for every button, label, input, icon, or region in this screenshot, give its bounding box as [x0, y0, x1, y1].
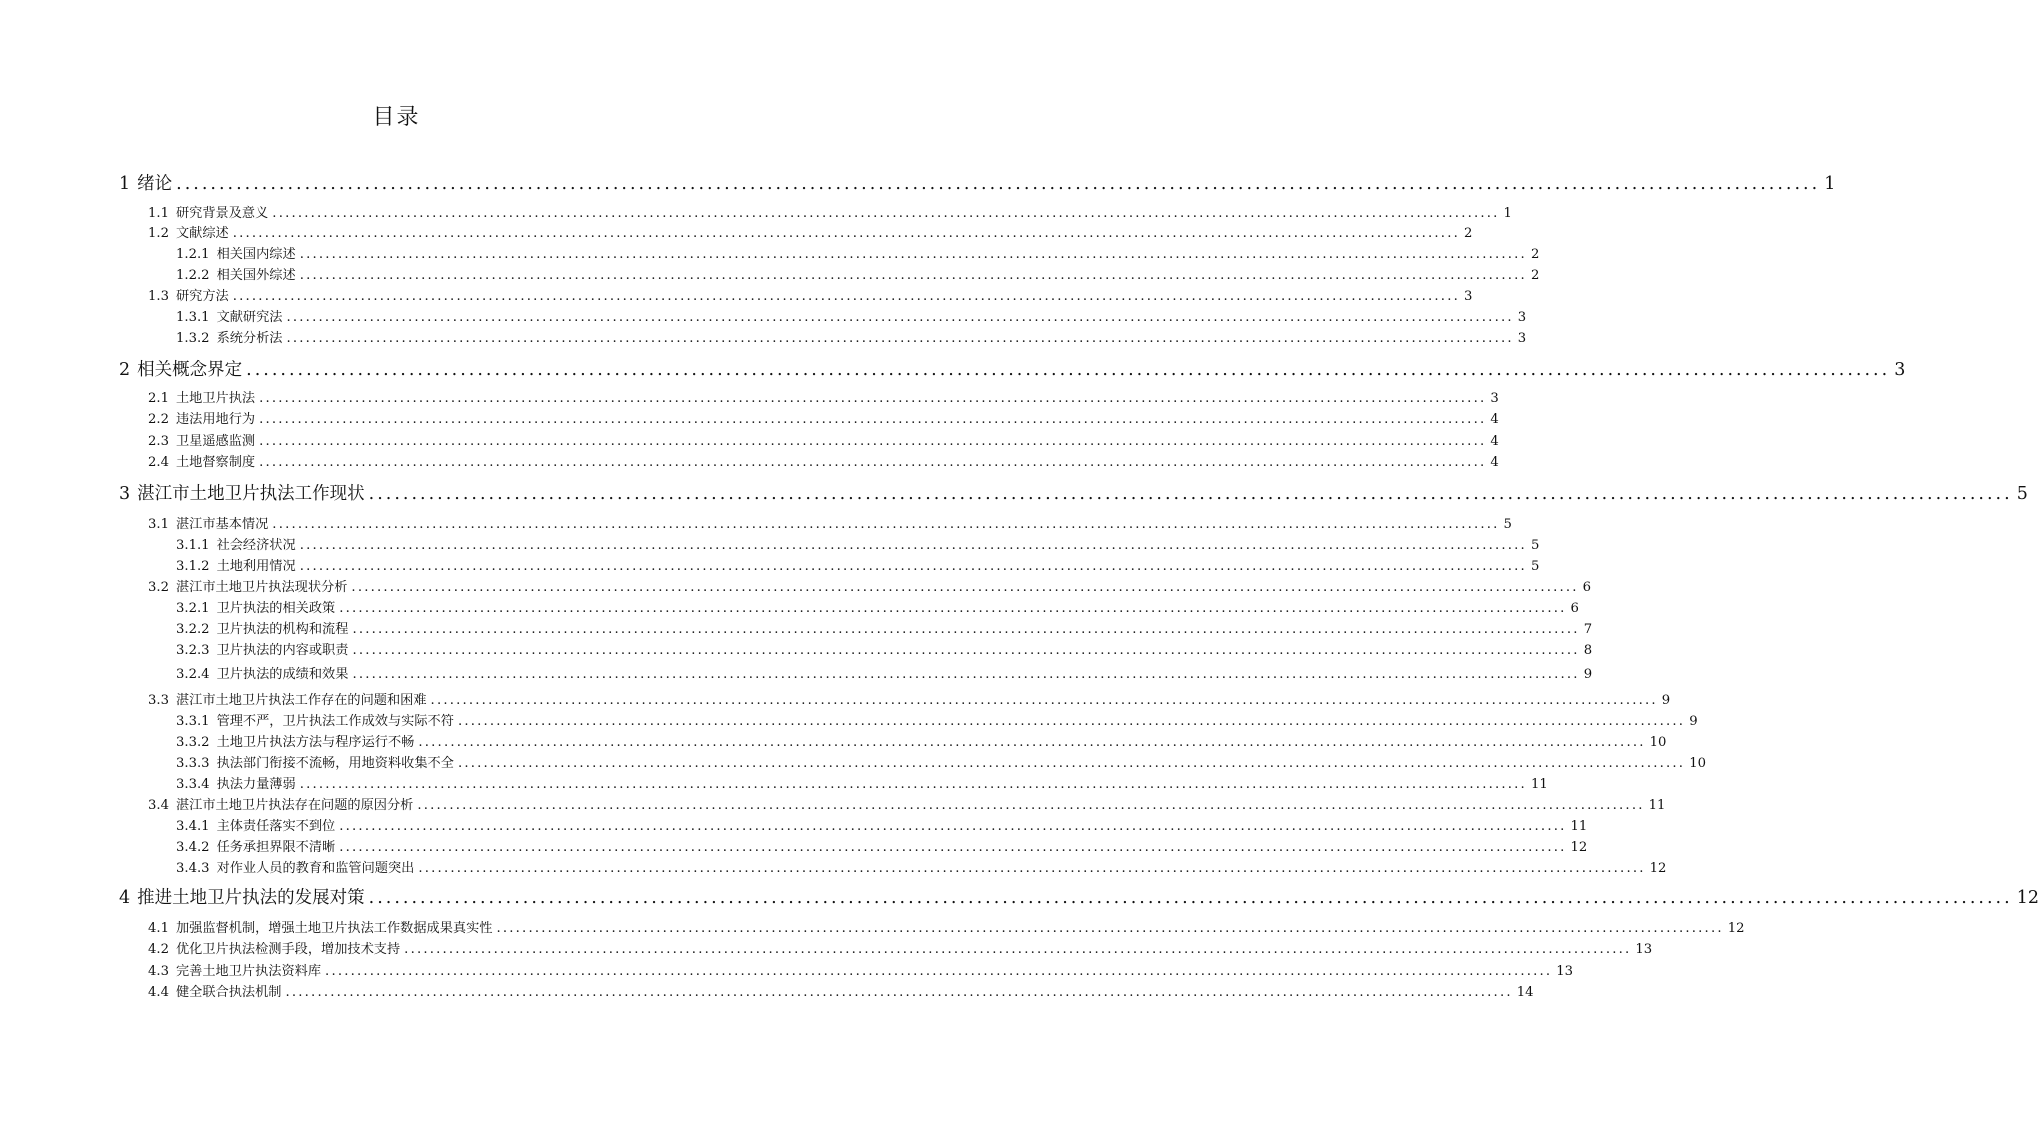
toc-entry-title: 研究方法 [175, 289, 229, 304]
toc-entry-title: 社会经济状况 [216, 538, 296, 553]
toc-entry-level-2[interactable] [148, 202, 1512, 221]
toc-dot-leader: ................................................................................................................................................................................................ [418, 861, 1646, 876]
toc-entry-number: 3.2.4 [176, 667, 210, 682]
toc-dot-leader: ................................................................................................................................................................................................ [352, 622, 1580, 637]
toc-page-number: 11 [1530, 777, 1548, 792]
toc-page-number: 6 [1582, 580, 1592, 595]
toc-entry-level-3[interactable] [176, 815, 1588, 834]
toc-entry-level-3[interactable] [176, 710, 1698, 729]
toc-entry-level-2[interactable] [148, 938, 1653, 957]
toc-entry-number: 4.2 [148, 942, 169, 957]
toc-entry-number: 3.4 [148, 798, 169, 813]
toc-entry-number: 4.4 [148, 985, 169, 1000]
toc-entry-title: 完善土地卫片执法资料库 [175, 964, 322, 979]
toc-dot-leader: ................................................................................................................................................................................................ [325, 964, 1553, 979]
toc-dot-leader: ................................................................................................................................................................................................ [299, 247, 1527, 262]
toc-page-number: 5 [1530, 559, 1540, 574]
toc-dot-leader: ................................................................................................................................................................................................ [352, 643, 1580, 658]
toc-entry-title: 卫片执法的内容或职责 [216, 643, 349, 658]
toc-entry-number: 3.4.1 [176, 819, 210, 834]
toc-entry-title: 卫片执法的机构和流程 [216, 622, 349, 637]
toc-entry-title: 优化卫片执法检测手段，增加技术支持 [175, 942, 401, 957]
toc-entry-level-3[interactable] [176, 534, 1540, 553]
toc-page-number: 2 [1463, 226, 1473, 241]
toc-entry-level-3[interactable] [176, 836, 1588, 855]
toc-page-number: 8 [1583, 643, 1593, 658]
toc-page-number: 13 [1556, 964, 1574, 979]
toc-entry-title: 土地卫片执法 [175, 391, 256, 406]
toc-entry-title: 土地利用情况 [216, 559, 296, 574]
toc-entry-number: 3.3.4 [176, 777, 210, 792]
toc-dot-leader: ................................................................................................................................................................................................ [457, 756, 1686, 771]
toc-entry-level-2[interactable] [148, 689, 1671, 708]
toc-entry-level-3[interactable] [176, 773, 1548, 792]
toc-entry-title: 湛江市土地卫片执法现状分析 [175, 580, 348, 595]
toc-page-number: 7 [1583, 622, 1593, 637]
toc-entry-title: 卫片执法的成绩和效果 [216, 667, 349, 682]
toc-entry-number: 3 [119, 484, 131, 504]
toc-entry-title: 卫片执法的相关政策 [216, 601, 336, 616]
toc-entry-title: 系统分析法 [216, 331, 283, 346]
toc-page-number: 1 [1503, 206, 1512, 221]
toc-entry-level-2[interactable] [148, 285, 1473, 304]
toc-entry-number: 3.4.3 [176, 861, 210, 876]
toc-entry-title: 执法力量薄弱 [216, 777, 296, 792]
toc-entry-level-2[interactable] [148, 981, 1534, 1000]
toc-entry-number: 3.3.1 [176, 714, 210, 729]
toc-entry-title: 执法部门衔接不流畅，用地资料收集不全 [216, 756, 454, 771]
toc-dot-leader: ................................................................................................................................................................................................ [404, 942, 1632, 957]
toc-page-number: 2 [1530, 247, 1540, 262]
toc-dot-leader: ................................................................................................................................................................................................ [259, 391, 1487, 406]
page-title: 目录 [372, 105, 421, 130]
toc-entry-number: 2.1 [148, 391, 169, 406]
toc-entry-title: 违法用地行为 [175, 412, 256, 427]
toc-entry-title: 任务承担界限不清晰 [216, 840, 336, 855]
toc-dot-leader: ................................................................................................................................................................................................ [417, 798, 1645, 813]
toc-dot-leader: ................................................................................................................................................................................................ [299, 777, 1527, 792]
toc-page-number: 12 [1727, 921, 1745, 936]
toc-entry-level-2[interactable] [148, 917, 1745, 936]
toc-entry-level-2[interactable] [148, 960, 1574, 979]
toc-entry-level-2[interactable] [148, 430, 1499, 449]
toc-dot-leader: ................................................................................................................................................................................................ [259, 434, 1487, 449]
toc-dot-leader: ................................................................................................................................................................................................ [299, 268, 1527, 283]
toc-entry-title: 主体责任落实不到位 [216, 819, 336, 834]
toc-entry-level-2[interactable] [148, 408, 1499, 427]
toc-entry-number: 4.3 [148, 964, 169, 979]
toc-dot-leader: ................................................................................................................................................................................................ [272, 517, 1500, 532]
toc-page-number: 3 [1517, 331, 1527, 346]
toc-page-number: 10 [1689, 756, 1706, 771]
toc-page-number: 6 [1570, 601, 1579, 616]
toc-dot-leader: ................................................................................................................................................................................................ [430, 693, 1658, 708]
toc-entry-title: 文献研究法 [216, 310, 283, 325]
toc-dot-leader: ................................................................................................................................................................................................ [457, 714, 1686, 729]
toc-dot-leader: ................................................................................................................................................................................................ [176, 174, 1821, 194]
toc-entry-level-3[interactable] [176, 752, 1706, 771]
toc-entry-level-3[interactable] [176, 857, 1667, 876]
toc-entry-level-3[interactable] [176, 306, 1527, 325]
toc-dot-leader: ................................................................................................................................................................................................ [259, 412, 1487, 427]
toc-entry-title: 湛江市土地卫片执法工作存在的问题和困难 [175, 693, 427, 708]
toc-page-number: 9 [1583, 667, 1593, 682]
toc-entry-title: 相关概念界定 [137, 360, 243, 380]
toc-page-number: 3 [1463, 289, 1473, 304]
toc-entry-level-2[interactable] [148, 451, 1499, 470]
toc-dot-leader: ................................................................................................................................................................................................ [299, 538, 1527, 553]
toc-dot-leader: ................................................................................................................................................................................................ [246, 360, 1891, 380]
toc-entry-number: 2.4 [148, 455, 169, 470]
toc-page-number: 10 [1649, 735, 1667, 750]
toc-entry-number: 1.2 [148, 226, 169, 241]
toc-entry-number: 1.3.1 [176, 310, 210, 325]
toc-entry-level-3[interactable] [176, 264, 1540, 283]
toc-dot-leader: ................................................................................................................................................................................................ [232, 226, 1460, 241]
toc-entry-level-3[interactable] [176, 639, 1593, 658]
toc-dot-leader: ................................................................................................................................................................................................ [286, 310, 1514, 325]
toc-entry-number: 3.3 [148, 693, 169, 708]
toc-entry-level-1[interactable] [119, 170, 1836, 195]
toc-entry-title: 健全联合执法机制 [175, 985, 282, 1000]
toc-dot-leader: ................................................................................................................................................................................................ [259, 455, 1487, 470]
toc-dot-leader: ................................................................................................................................................................................................ [339, 819, 1567, 834]
toc-entry-level-2[interactable] [148, 513, 1512, 532]
toc-page-number: 13 [1635, 942, 1653, 957]
toc-page-number: 12 [1649, 861, 1667, 876]
toc-entry-level-1[interactable] [119, 884, 2039, 909]
toc-dot-leader: ................................................................................................................................................................................................ [368, 484, 2013, 504]
toc-entry-number: 3.1 [148, 517, 169, 532]
toc-entry-level-2[interactable] [148, 576, 1592, 595]
toc-page-number: 12 [1570, 840, 1588, 855]
toc-dot-leader: ................................................................................................................................................................................................ [339, 601, 1567, 616]
toc-entry-level-1[interactable] [119, 356, 1906, 381]
toc-dot-leader: ................................................................................................................................................................................................ [272, 206, 1500, 221]
toc-page-number: 1 [1824, 174, 1836, 194]
toc-entry-title: 土地卫片执法方法与程序运行不畅 [216, 735, 415, 750]
toc-entry-title: 研究背景及意义 [175, 206, 269, 221]
toc-entry-title: 湛江市土地卫片执法工作现状 [137, 484, 365, 504]
toc-entry-title: 文献综述 [175, 226, 229, 241]
toc-page-number: 4 [1490, 434, 1499, 449]
toc-page-number: 2 [1530, 268, 1540, 283]
toc-entry-title: 推进土地卫片执法的发展对策 [137, 888, 365, 908]
toc-dot-leader: ................................................................................................................................................................................................ [232, 289, 1460, 304]
toc-entry-level-3[interactable] [176, 597, 1579, 616]
toc-entry-title: 土地督察制度 [175, 455, 256, 470]
toc-entry-title: 相关国外综述 [216, 268, 296, 283]
toc-page-number: 9 [1689, 714, 1698, 729]
toc-dot-leader: ................................................................................................................................................................................................ [339, 840, 1567, 855]
toc-dot-leader: ................................................................................................................................................................................................ [352, 667, 1580, 682]
toc-page-number: 3 [1517, 310, 1527, 325]
toc-entry-number: 3.2 [148, 580, 169, 595]
toc-entry-title: 加强监督机制，增强土地卫片执法工作数据成果真实性 [175, 921, 493, 936]
toc-page-number: 3 [1490, 391, 1499, 406]
toc-entry-number: 1.3.2 [176, 331, 210, 346]
toc-entry-title: 管理不严，卫片执法工作成效与实际不符 [216, 714, 454, 729]
toc-page-number: 5 [1530, 538, 1540, 553]
toc-entry-number: 1 [119, 174, 131, 194]
toc-entry-number: 2 [119, 360, 131, 380]
toc-entry-level-2[interactable] [148, 387, 1499, 406]
toc-dot-leader: ................................................................................................................................................................................................ [351, 580, 1579, 595]
toc-entry-level-3[interactable] [176, 327, 1527, 346]
toc-page-number: 11 [1648, 798, 1666, 813]
toc-entry-level-3[interactable] [176, 663, 1593, 682]
toc-entry-level-3[interactable] [176, 555, 1540, 574]
toc-page-number: 5 [2016, 484, 2028, 504]
toc-page-number: 4 [1490, 455, 1499, 470]
toc-entry-number: 3.2.2 [176, 622, 210, 637]
toc-entry-title: 相关国内综述 [216, 247, 296, 262]
toc-entry-title: 卫星遥感监测 [175, 434, 256, 449]
toc-entry-number: 1.1 [148, 206, 169, 221]
toc-entry-level-3[interactable] [176, 618, 1593, 637]
toc-dot-leader: ................................................................................................................................................................................................ [368, 888, 2013, 908]
toc-entry-number: 3.3.3 [176, 756, 210, 771]
toc-entry-number: 4.1 [148, 921, 169, 936]
toc-entry-number: 2.3 [148, 434, 169, 449]
toc-entry-title: 湛江市土地卫片执法存在问题的原因分析 [175, 798, 414, 813]
toc-entry-title: 湛江市基本情况 [175, 517, 269, 532]
toc-entry-number: 1.3 [148, 289, 169, 304]
toc-dot-leader: ................................................................................................................................................................................................ [418, 735, 1646, 750]
toc-entry-number: 3.3.2 [176, 735, 210, 750]
toc-entry-level-3[interactable] [176, 243, 1540, 262]
toc-page-number: 9 [1661, 693, 1671, 708]
toc-entry-number: 3.2.3 [176, 643, 210, 658]
toc-entry-level-1[interactable] [119, 480, 2028, 505]
toc-page-number: 4 [1490, 412, 1499, 427]
toc-entry-title: 对作业人员的教育和监管问题突出 [216, 861, 415, 876]
toc-page-number: 12 [2016, 888, 2039, 908]
toc-dot-leader: ................................................................................................................................................................................................ [286, 331, 1514, 346]
toc-dot-leader: ................................................................................................................................................................................................ [285, 985, 1513, 1000]
toc-entry-number: 1.2.1 [176, 247, 210, 262]
toc-page-number: 14 [1516, 985, 1534, 1000]
toc-page-number: 5 [1503, 517, 1512, 532]
toc-entry-number: 3.2.1 [176, 601, 210, 616]
toc-page-number: 11 [1570, 819, 1588, 834]
toc-entry-number: 3.4.2 [176, 840, 210, 855]
toc-dot-leader: ................................................................................................................................................................................................ [496, 921, 1724, 936]
toc-entry-level-3[interactable] [176, 731, 1667, 750]
toc-page-number: 3 [1894, 360, 1906, 380]
toc-entry-level-2[interactable] [148, 222, 1473, 241]
toc-entry-number: 1.2.2 [176, 268, 210, 283]
toc-entry-title: 绪论 [137, 174, 173, 194]
toc-entry-number: 3.1.2 [176, 559, 210, 574]
toc-dot-leader: ................................................................................................................................................................................................ [299, 559, 1527, 574]
toc-entry-number: 2.2 [148, 412, 169, 427]
toc-entry-number: 3.1.1 [176, 538, 210, 553]
toc-entry-level-2[interactable] [148, 794, 1666, 813]
toc-entry-number: 4 [119, 888, 131, 908]
